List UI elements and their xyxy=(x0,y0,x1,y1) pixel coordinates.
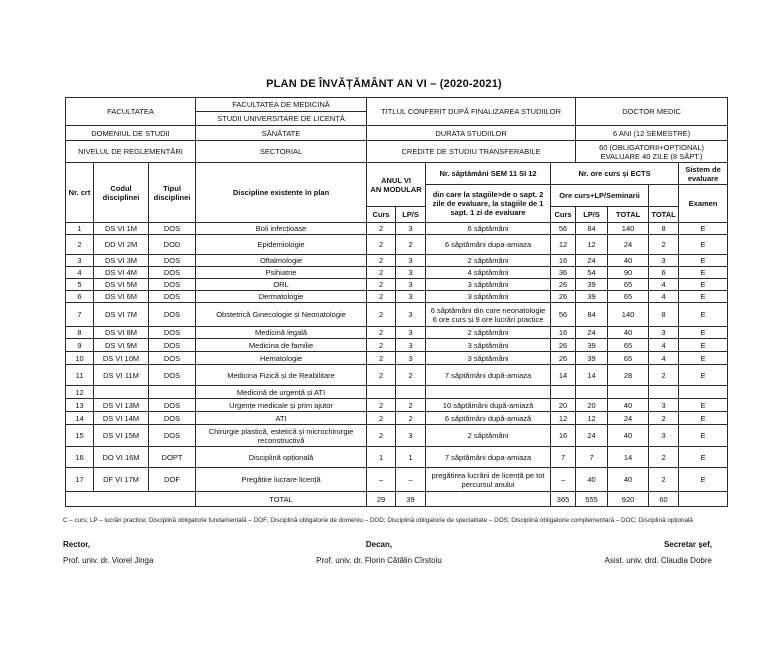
cell-ore_curs: 16 xyxy=(551,327,576,339)
cell-nr: 2 xyxy=(66,235,94,255)
cell-tip: DOS xyxy=(149,303,196,327)
table-row xyxy=(66,327,728,339)
cell-examen: E xyxy=(679,327,728,339)
secretar-name: Asist. univ. drd. Claudia Dobre xyxy=(604,556,712,565)
total-ore-curs: 365 xyxy=(551,492,576,507)
abbreviations-footnote: C – curs; LP – lucrări practice; Disciplină obligatorie fundamentală – DOF; Disciplină obligatorie de domeniu – DOD; Disciplină obligatorie de specialitate – DOS; Disciplină obligatorie complementară – DOC; Disciplină opțională xyxy=(63,517,693,524)
col-header-sapt-note: din care la stagiile>de o sapt. 2 zile de evaluare, la stagiile de 1 sapt. 1 zi de evaluare xyxy=(426,185,551,223)
table-row xyxy=(66,279,728,291)
cell-examen: E xyxy=(679,365,728,386)
col-header-total-ects: TOTAL xyxy=(649,207,679,223)
cell-nr: 5 xyxy=(66,279,94,291)
cell-ore_curs: 26 xyxy=(551,339,576,352)
cell-nr: 12 xyxy=(66,386,94,399)
titlul-label: TITLUL CONFERIT DUPĂ FINALIZAREA STUDIILOR xyxy=(367,98,576,126)
cell-disc: Disciplină opțională xyxy=(196,447,367,468)
col-header-curs-modular: Curs xyxy=(367,207,396,223)
cell-sapt xyxy=(426,386,551,399)
cell-lps: 2 xyxy=(396,399,426,412)
cell-nr: 16 xyxy=(66,447,94,468)
cell-nr: 9 xyxy=(66,339,94,352)
cell-examen: E xyxy=(679,352,728,365)
nivelul-label: NIVELUL DE REGLEMENTĂRI xyxy=(66,141,196,163)
credite-label: CREDITE DE STUDIU TRANSFERABILE xyxy=(367,141,576,163)
cell-ore_curs: 16 xyxy=(551,255,576,267)
cell-examen: E xyxy=(679,425,728,447)
table-row xyxy=(66,399,728,412)
cell-curs: 2 xyxy=(367,235,396,255)
signatures-block xyxy=(63,540,712,565)
facultatea-value-2: STUDII UNIVERSITARE DE LICENȚĂ xyxy=(196,112,367,126)
cell-curs: 2 xyxy=(367,365,396,386)
cell-ore_curs: 56 xyxy=(551,303,576,327)
cell-ects: 6 xyxy=(649,267,679,279)
cell-sapt: 6 săptămâni după-amiază xyxy=(426,412,551,425)
cell-ore_lps: 40 xyxy=(576,468,608,492)
cell-examen: E xyxy=(679,279,728,291)
cell-examen xyxy=(679,386,728,399)
rector-name: Prof. univ. dr. Viorel Jinga xyxy=(63,556,154,565)
cell-cod: DS VI 13M xyxy=(94,399,149,412)
col-header-ects-spacer xyxy=(649,185,679,207)
table-row xyxy=(66,468,728,492)
cell-ore_lps: 14 xyxy=(576,365,608,386)
credite-value-1: 60 (OBLIGATORII+OPȚIONAL) xyxy=(599,142,705,152)
cell-ects: 8 xyxy=(649,223,679,235)
cell-total: 24 xyxy=(608,412,649,425)
cell-tip: DOD xyxy=(149,235,196,255)
cell-ore_lps: 84 xyxy=(576,223,608,235)
cell-cod: DS VI 15M xyxy=(94,425,149,447)
cell-ore_lps: 39 xyxy=(576,279,608,291)
cell-sapt: 4 săptămâni xyxy=(426,267,551,279)
cell-curs: 2 xyxy=(367,399,396,412)
cell-cod: DF VI 17M xyxy=(94,468,149,492)
cell-lps: 3 xyxy=(396,223,426,235)
cell-disc: Medicină de urgență și ATI xyxy=(196,386,367,399)
curriculum-table xyxy=(65,97,728,507)
cell-ore_lps: 7 xyxy=(576,447,608,468)
cell-total: 40 xyxy=(608,327,649,339)
cell-ore_lps: 12 xyxy=(576,235,608,255)
cell-ore_lps: 12 xyxy=(576,412,608,425)
cell-disc: Boli infecțioase xyxy=(196,223,367,235)
cell-tip: DOS xyxy=(149,327,196,339)
cell-cod: DS VI 3M xyxy=(94,255,149,267)
cell-tip: DOS xyxy=(149,279,196,291)
cell-disc: Obstetrică Ginecologie și Neonatologie xyxy=(196,303,367,327)
cell-lps: 3 xyxy=(396,303,426,327)
col-header-anul xyxy=(367,163,426,207)
cell-sapt: 2 săptămâni xyxy=(426,425,551,447)
cell-ects: 3 xyxy=(649,255,679,267)
cell-tip: DOF xyxy=(149,468,196,492)
nivelul-value: SECTORIAL xyxy=(196,141,367,163)
cell-tip: DOS xyxy=(149,255,196,267)
cell-disc: Psihiatrie xyxy=(196,267,367,279)
cell-nr: 14 xyxy=(66,412,94,425)
cell-disc: Chirurgie plastică, estetică și microchirurgie reconstructivă xyxy=(196,425,367,447)
cell-tip: DOS xyxy=(149,412,196,425)
cell-examen: E xyxy=(679,291,728,303)
cell-disc: Epidemiologie xyxy=(196,235,367,255)
rector-title: Rector, xyxy=(63,540,91,549)
cell-sapt: 2 săptămâni xyxy=(426,255,551,267)
table-row xyxy=(66,386,728,399)
cell-cod: DS VI 7M xyxy=(94,303,149,327)
cell-ore_lps: 20 xyxy=(576,399,608,412)
cell-sapt: 6 săptămâni xyxy=(426,223,551,235)
cell-total: 65 xyxy=(608,291,649,303)
cell-lps: 2 xyxy=(396,235,426,255)
cell-sapt: 3 săptămâni xyxy=(426,352,551,365)
total-ects: 60 xyxy=(649,492,679,507)
cell-lps: 3 xyxy=(396,279,426,291)
cell-nr: 7 xyxy=(66,303,94,327)
facultatea-label: FACULTATEA xyxy=(66,98,196,126)
cell-cod: DS VI 8M xyxy=(94,327,149,339)
decan-title: Decan, xyxy=(365,540,393,549)
total-row-label: TOTAL xyxy=(196,492,367,507)
cell-nr: 10 xyxy=(66,352,94,365)
cell-ore_curs: – xyxy=(551,468,576,492)
cell-lps: 3 xyxy=(396,352,426,365)
total-sapt-spacer xyxy=(426,492,551,507)
cell-lps: 3 xyxy=(396,327,426,339)
cell-total: 40 xyxy=(608,399,649,412)
cell-nr: 4 xyxy=(66,267,94,279)
total-ore-total: 920 xyxy=(608,492,649,507)
cell-curs: – xyxy=(367,468,396,492)
cell-ore_lps: 39 xyxy=(576,339,608,352)
cell-nr: 17 xyxy=(66,468,94,492)
cell-curs: 1 xyxy=(367,447,396,468)
domeniul-value: SĂNĂTATE xyxy=(196,126,367,141)
info-row-nivelul xyxy=(66,141,728,163)
cell-total: 65 xyxy=(608,352,649,365)
cell-ects: 2 xyxy=(649,468,679,492)
cell-curs: 2 xyxy=(367,352,396,365)
total-curs-modular: 29 xyxy=(367,492,396,507)
cell-curs: 2 xyxy=(367,279,396,291)
cell-sapt: 3 săptămâni xyxy=(426,291,551,303)
cell-disc: Medicină legală xyxy=(196,327,367,339)
cell-curs: 2 xyxy=(367,291,396,303)
col-header-lps-modular: LP/S xyxy=(396,207,426,223)
cell-examen: E xyxy=(679,468,728,492)
cell-ects: 8 xyxy=(649,303,679,327)
cell-disc: Medicina de familie xyxy=(196,339,367,352)
cell-lps: 3 xyxy=(396,425,426,447)
cell-cod: DO VI 16M xyxy=(94,447,149,468)
cell-total: 14 xyxy=(608,447,649,468)
total-row-spacer xyxy=(66,492,196,507)
table-row xyxy=(66,235,728,255)
cell-total: 140 xyxy=(608,303,649,327)
cell-ore_curs: 26 xyxy=(551,291,576,303)
cell-cod xyxy=(94,386,149,399)
decan-name: Prof. univ. dr. Florin Cătălin Cîrstoiu xyxy=(316,556,442,565)
cell-lps: 3 xyxy=(396,267,426,279)
page-title: PLAN DE ÎNVĂȚĂMÂNT AN VI – (2020-2021) xyxy=(266,78,502,90)
cell-ects: 3 xyxy=(649,425,679,447)
cell-sapt: pregătirea lucrării de licență pe tot percursul anului xyxy=(426,468,551,492)
cell-total: 40 xyxy=(608,255,649,267)
cell-ore_curs: 14 xyxy=(551,365,576,386)
cell-total: 24 xyxy=(608,235,649,255)
info-row-domeniul xyxy=(66,126,728,141)
table-row xyxy=(66,303,728,327)
cell-examen: E xyxy=(679,235,728,255)
cell-total xyxy=(608,386,649,399)
cell-ore_curs: 20 xyxy=(551,399,576,412)
cell-ects: 2 xyxy=(649,412,679,425)
document-page xyxy=(0,78,768,671)
cell-total: 28 xyxy=(608,365,649,386)
cell-lps: – xyxy=(396,468,426,492)
cell-lps: 2 xyxy=(396,365,426,386)
cell-ore_lps: 39 xyxy=(576,291,608,303)
cell-examen: E xyxy=(679,267,728,279)
cell-cod: DS VI 1M xyxy=(94,223,149,235)
cell-curs: 2 xyxy=(367,255,396,267)
cell-tip: DOS xyxy=(149,223,196,235)
cell-tip: DOS xyxy=(149,291,196,303)
cell-tip: DOS xyxy=(149,352,196,365)
table-row xyxy=(66,365,728,386)
table-row xyxy=(66,425,728,447)
cell-nr: 3 xyxy=(66,255,94,267)
col-header-tip: Tipul disciplinei xyxy=(149,163,196,223)
cell-cod: DS VI 10M xyxy=(94,352,149,365)
cell-curs: 2 xyxy=(367,303,396,327)
cell-ore_lps: 24 xyxy=(576,255,608,267)
cell-ects: 4 xyxy=(649,339,679,352)
cell-examen: E xyxy=(679,339,728,352)
cell-curs: 2 xyxy=(367,412,396,425)
cell-tip: DOS xyxy=(149,267,196,279)
cell-sapt: 3 săptămâni xyxy=(426,279,551,291)
cell-ects xyxy=(649,386,679,399)
durata-value: 6 ANI (12 SEMESTRE) xyxy=(576,126,728,141)
col-header-ore-sub: Ore curs+LP/Seminarii xyxy=(551,185,649,207)
cell-nr: 15 xyxy=(66,425,94,447)
cell-ore_curs: 26 xyxy=(551,352,576,365)
credite-value xyxy=(576,141,728,163)
table-row xyxy=(66,447,728,468)
cell-nr: 1 xyxy=(66,223,94,235)
cell-cod: DS VI 4M xyxy=(94,267,149,279)
cell-total: 65 xyxy=(608,279,649,291)
col-header-anul-2: AN MODULAR xyxy=(370,184,422,194)
cell-ects: 3 xyxy=(649,327,679,339)
titlul-value: DOCTOR MEDIC xyxy=(576,98,728,126)
cell-ore_lps xyxy=(576,386,608,399)
cell-sapt: 3 săptămâni xyxy=(426,339,551,352)
cell-sapt: 2 săptămâni xyxy=(426,327,551,339)
col-header-cod: Codul disciplinei xyxy=(94,163,149,223)
cell-ects: 3 xyxy=(649,399,679,412)
cell-ects: 4 xyxy=(649,291,679,303)
cell-disc: Hematologie xyxy=(196,352,367,365)
col-header-sistem: Sistem de evaluare xyxy=(679,163,728,185)
cell-nr: 11 xyxy=(66,365,94,386)
secretar-title: Secretar șef, xyxy=(663,540,712,549)
cell-curs: 2 xyxy=(367,223,396,235)
cell-sapt: 6 săptămâni din care neonatologie 6 ore curs și 9 ore lucrări practice xyxy=(426,303,551,327)
cell-tip: DOS xyxy=(149,399,196,412)
total-row xyxy=(66,492,728,507)
cell-curs: 2 xyxy=(367,267,396,279)
cell-total: 40 xyxy=(608,468,649,492)
cell-examen: E xyxy=(679,412,728,425)
cell-ore_curs: 12 xyxy=(551,235,576,255)
cell-examen: E xyxy=(679,399,728,412)
cell-total: 140 xyxy=(608,223,649,235)
cell-ore_lps: 24 xyxy=(576,327,608,339)
credite-value-2: EVALUARE 40 ZILE (8 SĂPT.) xyxy=(600,151,703,161)
col-header-sapt: Nr. săptămâni SEM 11 SI 12 xyxy=(426,163,551,185)
cell-lps xyxy=(396,386,426,399)
table-row xyxy=(66,412,728,425)
cell-tip xyxy=(149,386,196,399)
cell-disc: Urgențe medicale și prim ajutor xyxy=(196,399,367,412)
cell-curs: 2 xyxy=(367,327,396,339)
cell-lps: 3 xyxy=(396,291,426,303)
table-row xyxy=(66,352,728,365)
cell-disc: ATI xyxy=(196,412,367,425)
total-examen-spacer xyxy=(679,492,728,507)
signature-rector xyxy=(63,540,153,565)
cell-cod: DS VI 11M xyxy=(94,365,149,386)
cell-cod: DS VI 6M xyxy=(94,291,149,303)
cell-sapt: 7 săptămâni dupa-amiaza xyxy=(426,447,551,468)
table-row xyxy=(66,267,728,279)
cell-disc: Medicina Fizică și de Reabilitare xyxy=(196,365,367,386)
cell-ects: 4 xyxy=(649,279,679,291)
cell-total: 90 xyxy=(608,267,649,279)
info-row-facultatea xyxy=(66,98,728,112)
cell-ects: 2 xyxy=(649,365,679,386)
table-body xyxy=(66,223,728,492)
cell-examen: E xyxy=(679,447,728,468)
cell-cod: DS VI 14M xyxy=(94,412,149,425)
cell-ore_curs: 16 xyxy=(551,425,576,447)
cell-curs: 2 xyxy=(367,339,396,352)
cell-ects: 2 xyxy=(649,447,679,468)
cell-tip: DOS xyxy=(149,425,196,447)
cell-cod: DS VI 9M xyxy=(94,339,149,352)
col-header-nr: Nr. crt xyxy=(66,163,94,223)
cell-lps: 1 xyxy=(396,447,426,468)
cell-lps: 3 xyxy=(396,255,426,267)
cell-ects: 2 xyxy=(649,235,679,255)
table-row xyxy=(66,223,728,235)
col-header-anul-1: ANUL VI xyxy=(381,175,411,185)
signature-decan xyxy=(316,540,442,565)
cell-sapt: 7 săptămâni după-amiaza xyxy=(426,365,551,386)
cell-nr: 13 xyxy=(66,399,94,412)
cell-ore_lps: 24 xyxy=(576,425,608,447)
durata-label: DURATA STUDIILOR xyxy=(367,126,576,141)
cell-disc: Dermatologie xyxy=(196,291,367,303)
cell-examen: E xyxy=(679,303,728,327)
table-row xyxy=(66,255,728,267)
cell-lps: 2 xyxy=(396,412,426,425)
col-header-lps-ore: LP/S xyxy=(576,207,608,223)
cell-cod: DD VI 2M xyxy=(94,235,149,255)
cell-ore_lps: 54 xyxy=(576,267,608,279)
cell-disc: Pregătire lucrare licență xyxy=(196,468,367,492)
signature-secretar xyxy=(605,540,712,565)
cell-ore_curs xyxy=(551,386,576,399)
cell-ore_curs: 56 xyxy=(551,223,576,235)
cell-sapt: 6 săptămâni dupa-amiaza xyxy=(426,235,551,255)
cell-cod: DS VI 5M xyxy=(94,279,149,291)
cell-lps: 3 xyxy=(396,339,426,352)
cell-disc: ORL xyxy=(196,279,367,291)
table-row xyxy=(66,291,728,303)
col-header-ore: Nr. ore curs și ECTS xyxy=(551,163,679,185)
header-row-1 xyxy=(66,163,728,185)
cell-total: 65 xyxy=(608,339,649,352)
cell-sapt: 10 săptămâni după-amiază xyxy=(426,399,551,412)
table-row xyxy=(66,339,728,352)
cell-tip: DOS xyxy=(149,339,196,352)
cell-tip: DOPT xyxy=(149,447,196,468)
cell-tip: DOS xyxy=(149,365,196,386)
cell-total: 40 xyxy=(608,425,649,447)
cell-ore_lps: 84 xyxy=(576,303,608,327)
domeniul-label: DOMENIUL DE STUDII xyxy=(66,126,196,141)
cell-ects: 4 xyxy=(649,352,679,365)
cell-ore_curs: 26 xyxy=(551,279,576,291)
cell-examen: E xyxy=(679,255,728,267)
cell-curs: 2 xyxy=(367,425,396,447)
cell-examen: E xyxy=(679,223,728,235)
cell-ore_curs: 36 xyxy=(551,267,576,279)
cell-ore_curs: 12 xyxy=(551,412,576,425)
cell-nr: 6 xyxy=(66,291,94,303)
col-header-total-ore: TOTAL xyxy=(608,207,649,223)
total-ore-lps: 555 xyxy=(576,492,608,507)
cell-ore_lps: 39 xyxy=(576,352,608,365)
cell-nr: 8 xyxy=(66,327,94,339)
cell-curs xyxy=(367,386,396,399)
col-header-curs-ore: Curs xyxy=(551,207,576,223)
col-header-disc: Discipline existente în plan xyxy=(196,163,367,223)
col-header-examen: Examen xyxy=(679,185,728,223)
total-lps-modular: 39 xyxy=(396,492,426,507)
cell-disc: Oftalmologie xyxy=(196,255,367,267)
facultatea-value-1: FACULTATEA DE MEDICINĂ xyxy=(196,98,367,112)
cell-ore_curs: 7 xyxy=(551,447,576,468)
